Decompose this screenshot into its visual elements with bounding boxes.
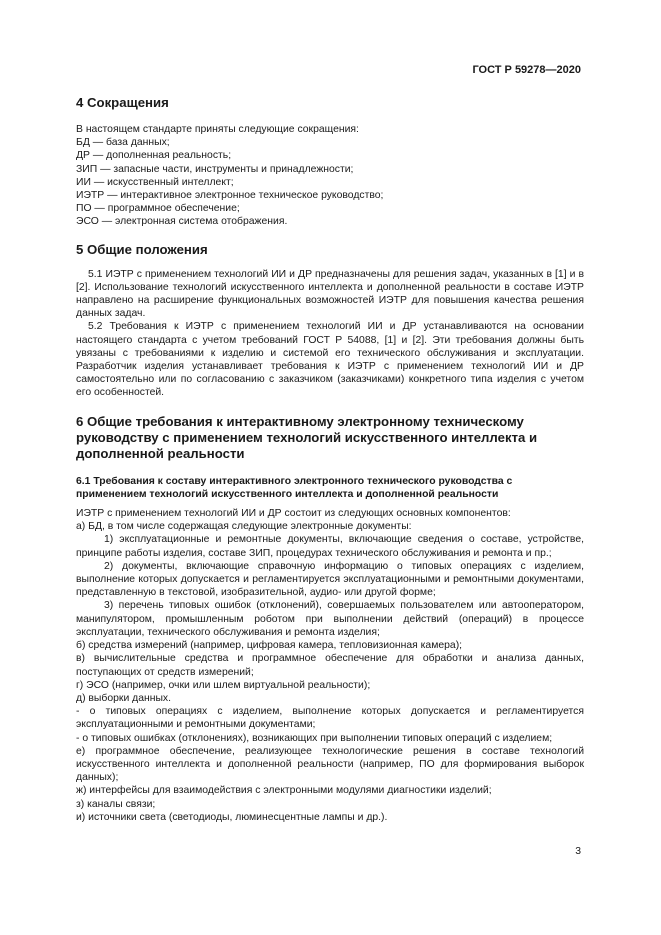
abbreviation-item: ЗИП — запасные части, инструменты и принадлежности; — [76, 163, 354, 175]
components-intro: ИЭТР с применением технологий ИИ и ДР состоит из следующих основных компонентов: — [76, 508, 511, 520]
standard-number: ГОСТ Р 59278—2020 — [472, 64, 581, 76]
list-item-zh: ж) интерфейсы для взаимодействия с электронными модулями диагностики изделий; — [76, 785, 492, 797]
paragraph-5-2: 5.2 Требования к ИЭТР с применением технологий ИИ и ДР устанавливаются на основании настоящего стандарта с учетом требований ГОСТ Р 54088, [1] и [2]. Эти требования должны быть увязаны с требованиями к изделию и системой его технического обслуживания и эксплуатации. Разработчик изделия устанавливает требования к ИЭТР с применением технологий ИИ и ДР самостоятельно или по согласованию с заказчиком (заказчиками) конкретного типа изделия с учетом его особенностей. — [76, 321, 584, 399]
list-item-a-2: 2) документы, включающие справочную информацию о типовых операциях с изделием, выполнение которых допускается и регламентируется эксплуатационными и ремонтными документами, представленную в текстовой, изобразительной, аудио- или другой форме; — [76, 560, 584, 599]
abbreviation-item: ИЭТР — интерактивное электронное техническое руководство; — [76, 190, 384, 202]
list-item-a-3: 3) перечень типовых ошибок (отклонений), совершаемых пользователем или автооператором, манипулятором, промышленным роботом при выполнении действий (операций) в процессе эксплуатации, технического обслуживания и ремонта изделия; — [76, 600, 584, 638]
section-5-body — [76, 268, 584, 400]
section-6-body — [76, 507, 584, 824]
list-item-g: г) ЭСО (например, очки или шлем виртуальной реальности); — [76, 679, 371, 691]
abbreviation-item: ИИ — искусственный интеллект; — [76, 176, 234, 188]
abbreviations-intro: В настоящем стандарте приняты следующие сокращения: — [76, 124, 359, 135]
paragraph-5-1: 5.1 ИЭТР с применением технологий ИИ и ДР предназначены для решения задач, указанных в [1] и в [2]. Использование технологий искусственного интеллекта и дополненной реальности в составе ИЭТР направлено на расширение функциональных возможностей ИЭТР для повышения качества решения данных задач. — [76, 268, 584, 320]
page-number: 3 — [575, 846, 581, 857]
section-6-title: 6 Общие требования к интерактивному электронному техническому руководству с применением технологий искусственного интеллекта и дополненной реальности — [76, 413, 538, 461]
abbreviation-item: БД — база данных; — [76, 137, 170, 149]
list-item-d: д) выборки данных. — [76, 692, 172, 704]
page-content — [76, 92, 584, 824]
subsection-6-1-title: 6.1 Требования к составу интерактивного электронного технического руководства с применением технологий искусственного интеллекта и дополненной реальности — [76, 475, 513, 500]
list-item-b: б) средства измерений (например, цифровая камера, тепловизионная камера); — [76, 640, 463, 652]
abbreviation-item: ЭСО — электронная система отображения. — [76, 216, 288, 228]
list-item-i: и) источники света (светодиоды, люминесцентные лампы и др.). — [76, 811, 388, 823]
list-item-d-1: - о типовых операциях с изделием, выполнение которых допускается и регламентируется эксплуатационными и ремонтными документами; — [76, 706, 584, 731]
section-5-title: 5 Общие положения — [76, 241, 208, 257]
list-item-d-2: - о типовых ошибках (отклонениях), возникающих при выполнении типовых операций с изделием; — [76, 732, 553, 744]
list-item-e: е) программное обеспечение, реализующее технологические решения в составе технологий искусственного интеллекта и дополненной реальности (например, ПО для формирования выборок данных); — [76, 745, 584, 784]
section-4-title: 4 Сокращения — [76, 95, 169, 110]
abbreviation-item: ПО — программное обеспечение; — [76, 203, 240, 215]
abbreviations-list — [76, 123, 584, 229]
list-item-z: з) каналы связи; — [76, 798, 156, 810]
list-item-a-1: 1) эксплуатационные и ремонтные документы, включающие сведения о составе, устройстве, принципе работы изделия, составе ЗИП, процедурах технического обслуживания и ремонта и пр.; — [76, 534, 584, 559]
list-item-v: в) вычислительные средства и программное обеспечение для обработки и анализа данных, поступающих от средств измерений; — [76, 653, 584, 678]
list-item-a: а) БД, в том числе содержащая следующие электронные документы: — [76, 521, 412, 533]
abbreviation-item: ДР — дополненная реальность; — [76, 150, 232, 162]
